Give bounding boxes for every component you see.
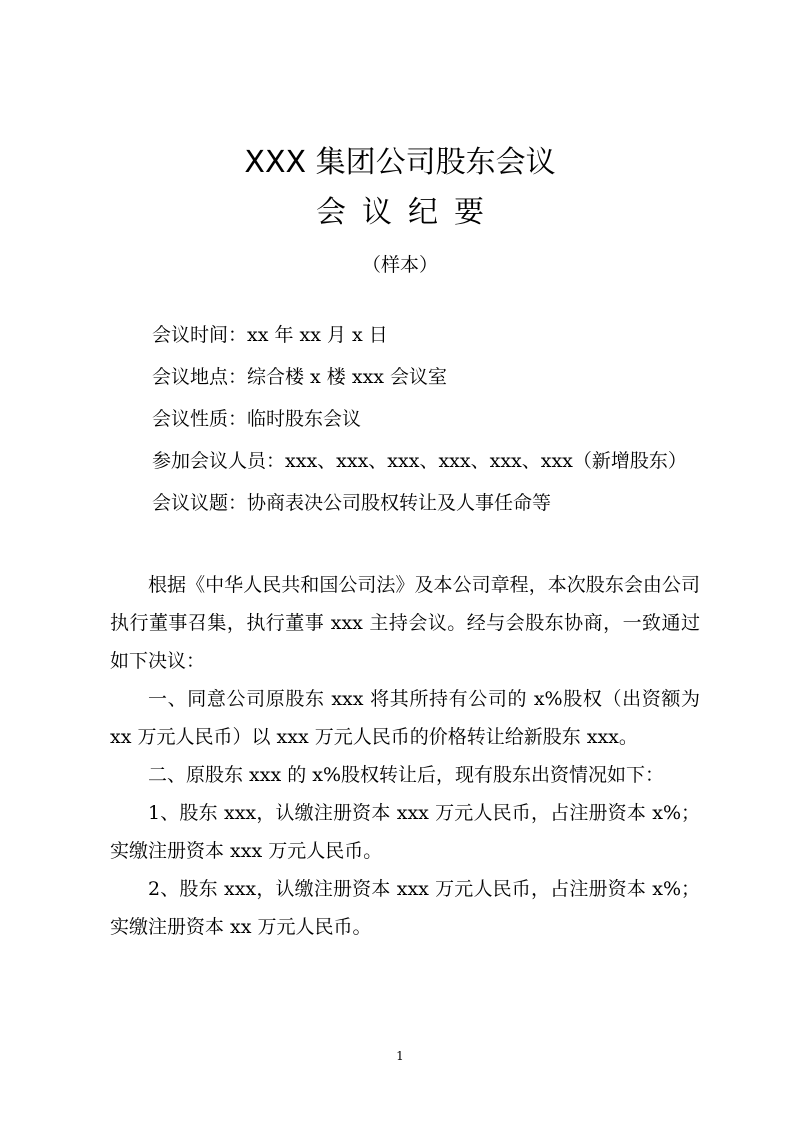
title-block xyxy=(0,140,800,280)
attendees-value: xxx、xxx、xxx、xxx、xxx、xxx（新增股东） xyxy=(285,450,687,472)
document-subtitle-heading: 会议纪要 xyxy=(316,195,500,230)
minutes-body xyxy=(110,566,700,946)
meeting-location-label: 会议地点： xyxy=(152,366,248,388)
sample-label: （样本） xyxy=(361,254,438,276)
meeting-type-label: 会议性质： xyxy=(152,408,248,430)
meeting-topic-label: 会议议题： xyxy=(152,492,248,514)
meeting-type-value: 临时股东会议 xyxy=(247,408,362,430)
page-number: 1 xyxy=(396,1049,404,1063)
shareholder-item-1: 1、股东 xxx，认缴注册资本 xxx 万元人民币，占注册资本 x%；实缴注册资本 xxx 万元人民币。 xyxy=(110,802,700,862)
shareholder-item-2: 2、股东 xxx，认缴注册资本 xxx 万元人民币，占注册资本 x%；实缴注册资本 xx 万元人民币。 xyxy=(110,878,700,938)
meeting-time-row xyxy=(152,314,752,356)
meeting-info xyxy=(152,314,752,524)
meeting-location-row xyxy=(152,356,752,398)
meeting-location-value: 综合楼 x 楼 xxx 会议室 xyxy=(247,366,448,388)
meeting-type-row xyxy=(152,398,752,440)
attendees-label: 参加会议人员： xyxy=(152,450,286,472)
document-title: XXX 集团公司股东会议 xyxy=(244,145,556,180)
intro-paragraph: 根据《中华人民共和国公司法》及本公司章程，本次股东会由公司执行董事召集，执行董事 xxx 主持会议。经与会股东协商，一致通过如下决议： xyxy=(110,574,700,672)
meeting-time-value: xx 年 xx 月 x 日 xyxy=(247,324,388,346)
resolution-one: 一、同意公司原股东 xxx 将其所持有公司的 x%股权（出资额为 xx 万元人民币）以 xxx 万元人民币的价格转让给新股东 xxx。 xyxy=(110,688,700,748)
resolution-two: 二、原股东 xxx 的 x%股权转让后，现有股东出资情况如下： xyxy=(148,764,665,786)
meeting-topic-value: 协商表决公司股权转让及人事任命等 xyxy=(247,492,552,514)
meeting-topic-row xyxy=(152,482,752,524)
meeting-time-label: 会议时间： xyxy=(152,324,248,346)
attendees-row xyxy=(152,440,752,482)
